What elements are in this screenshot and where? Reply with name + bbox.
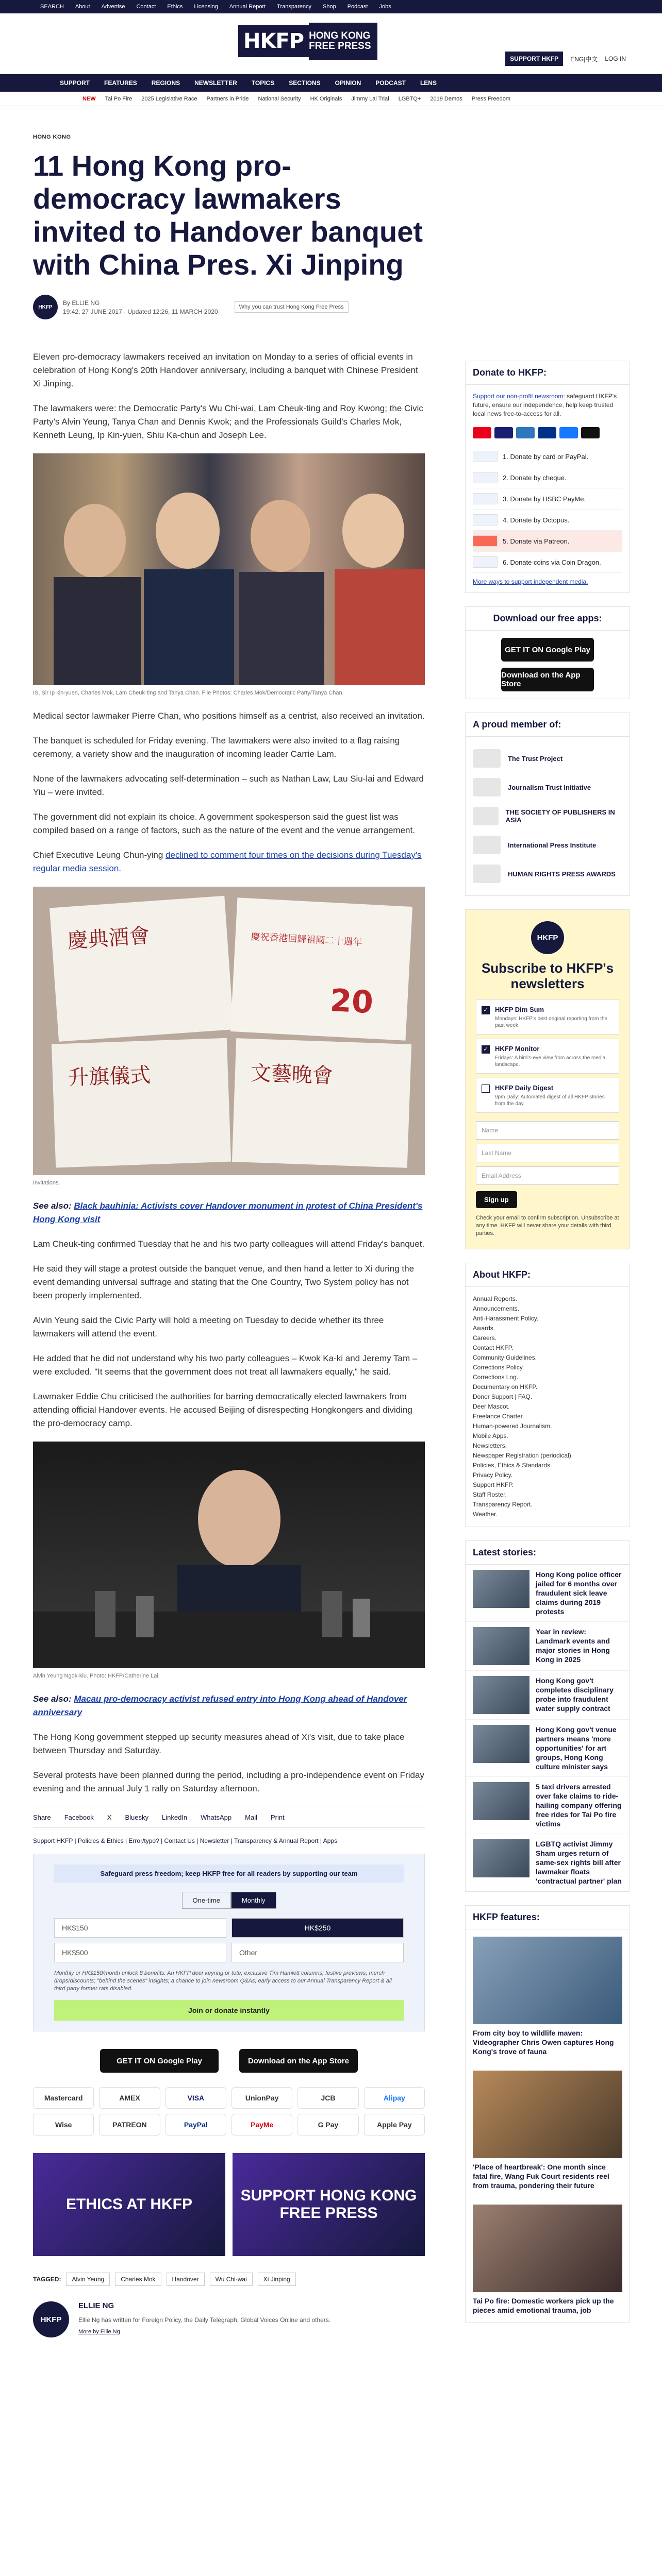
about-deer-mascot[interactable]: Deer Mascot. [473, 1403, 510, 1410]
more-ways-link[interactable]: More ways to support independent media. [473, 578, 588, 585]
about-mobile-apps[interactable]: Mobile Apps. [473, 1432, 508, 1439]
nav-support[interactable]: SUPPORT [60, 79, 90, 87]
payment-methods [33, 2087, 425, 2136]
paragraph-7: Chief Executive Leung Chun-ying declined to comment four times on the decisions during Tuesday's regular media session. [33, 850, 422, 873]
top-link-podcast[interactable]: Podcast [347, 4, 368, 10]
coin-dragon-icon [473, 556, 498, 568]
paragraph-14: Several protests have been planned during the period, including a pro-independence event on Friday evening and the annual July 1 rally on Saturday afternoon. [33, 1770, 424, 1793]
alvin-yeung-art [33, 1442, 425, 1668]
trending-jimmy-lai[interactable]: Jimmy Lai Trial [351, 95, 389, 102]
pay-applepay[interactable]: Apple Pay [364, 2114, 425, 2136]
support-promo[interactable]: SUPPORT HONG KONG FREE PRESS [233, 2153, 425, 2256]
latest-story[interactable]: Hong Kong gov't completes disciplinary probe into fraudulent water supply contract [466, 1671, 630, 1720]
trust-project-logo [473, 749, 501, 768]
first-name-input[interactable]: Name [476, 1121, 619, 1140]
feature-story[interactable]: From city boy to wildlife maven: Videographer Chris Owen captures Hong Kong's trove of fauna [466, 1929, 630, 2063]
tag-xi-jinping[interactable]: Xi Jinping [258, 2273, 296, 2286]
see-also-link-2[interactable]: Macau pro-democracy activist refused entry into Hong Kong ahead of Handover anniversary [33, 1694, 407, 1717]
pay-alipay[interactable]: Alipay [364, 2087, 425, 2109]
article-category[interactable]: HONG KONG [33, 134, 71, 140]
donation-widget [33, 1854, 425, 2031]
see-also-2: See also: Macau pro-democracy activist refused entry into Hong Kong ahead of Handover anniversary [33, 1694, 407, 1717]
about-corrections-log[interactable]: Corrections Log. [473, 1374, 519, 1381]
article-title: 11 Hong Kong pro-democracy lawmakers invited to Handover banquet with China Pres. Xi Jinping [33, 149, 423, 281]
donation-strip[interactable]: Safeguard press freedom; keep HKFP free for all readers by supporting our team [54, 1865, 404, 1883]
photo-caption-2: Invitations. [33, 1180, 60, 1186]
sidebar-app-store[interactable]: Download on the App Store [501, 668, 594, 691]
top-link-advertise[interactable]: Advertise [101, 4, 125, 10]
nav-topics[interactable]: TOPICS [251, 79, 275, 87]
member-hrpa[interactable]: HUMAN RIGHTS PRESS AWARDS [473, 859, 622, 888]
about-careers[interactable]: Careers. [473, 1334, 497, 1342]
about-registration[interactable]: Newspaper Registration (periodical). [473, 1452, 573, 1459]
latest-thumb [473, 1627, 529, 1665]
donation-note: Monthly or HK$150/month unlock 8 benefits: An HKFP deer keyring or tote; exclusive Tim Hamlett columns; festive previews; merch drops/discounts; "behind the scenes" insights; a chance to join newsroom Q&As; early access to our Annual Transparency Report & all third party former rats disabled. [54, 1970, 392, 1992]
feature-story[interactable]: 'Place of heartbreak': One month since fatal fire, Wang Fuk Court residents reel from trauma, pondering their future [466, 2063, 630, 2197]
author-box-name[interactable]: ELLIE NG [78, 2301, 114, 2310]
trending-national-security[interactable]: National Security [258, 95, 301, 102]
octopus-icon [473, 514, 498, 526]
newsletter-dim-sum[interactable]: ✓ HKFP Dim Sum Mondays: HKFP's best original reporting from the past week. [476, 999, 619, 1035]
more-by-author-link[interactable]: More by Ellie Ng [78, 2329, 120, 2335]
paragraph-2: The lawmakers were: the Democratic Party's Wu Chi-wai, Lam Cheuk-ting and Roy Kwong; the Civic Party's Alvin Yeung, Tanya Chan and Dennis Kwok; and the Professionals Guild's Charles Mok, Kenneth Leung, Ip Kin-yuen, Shiu Ka-chun and Joseph Lee. [33, 403, 423, 440]
tagged-label: TAGGED: [33, 2276, 61, 2283]
author-box-avatar[interactable]: HKFP [33, 2301, 69, 2337]
main-nav [0, 74, 662, 92]
applepay-icon [581, 427, 600, 438]
cheque-icon [473, 472, 498, 483]
article-footer-links[interactable]: Support HKFP | Policies & Ethics | Error/typo? | Contact Us | Newsletter | Transparency & Annual Report | Apps [33, 1837, 338, 1844]
share-mail[interactable]: Mail [245, 1814, 257, 1821]
nav-features[interactable]: FEATURES [104, 79, 137, 87]
about-annual-reports[interactable]: Annual Reports. [473, 1295, 518, 1302]
top-link-annual-report[interactable]: Annual Report [229, 4, 266, 10]
about-staff[interactable]: Staff Roster. [473, 1491, 507, 1498]
share-print[interactable]: Print [270, 1814, 285, 1821]
member-box [465, 713, 630, 896]
about-title: About HKFP: [466, 1263, 630, 1287]
pay-paypal[interactable]: PayPal [166, 2114, 226, 2136]
share-label: Share [33, 1814, 51, 1821]
donate-title: Donate to HKFP: [466, 361, 630, 385]
paragraph-12: Lawmaker Eddie Chu criticised the authorities for barring democratically elected lawmakers from attending official Handover events. He accused Beijing of disrespecting Hongkongers and dividing the pro-democracy camp. [33, 1392, 412, 1428]
sidebar-google-play[interactable]: GET IT ON Google Play [501, 638, 594, 662]
patreon-icon [473, 535, 498, 547]
about-human-powered[interactable]: Human-powered Journalism. [473, 1422, 552, 1430]
latest-title: Latest stories: [466, 1541, 630, 1565]
see-also-1: See also: Black bauhinia: Activists cover Handover monument in protest of China President's Hong Kong visit [33, 1201, 423, 1224]
trust-button[interactable]: Why you can trust Hong Kong Free Press [235, 301, 349, 313]
join-donate-button[interactable]: Join or donate instantly [54, 2000, 404, 2021]
site-header [0, 13, 662, 74]
feature-story[interactable]: Tai Po fire: Domestic workers pick up the pieces amid emotional trauma, job [466, 2197, 630, 2322]
donate-option-payme[interactable]: 3. Donate by HSBC PayMe. [473, 488, 622, 510]
tag-wu-chi-wai[interactable]: Wu Chi-wai [210, 2273, 253, 2286]
top-link-ethics[interactable]: Ethics [167, 4, 183, 10]
alipay-icon [559, 427, 578, 438]
checkbox-daily-digest[interactable] [482, 1084, 490, 1093]
donate-option-octopus[interactable]: 4. Donate by Octopus. [473, 510, 622, 531]
top-link-licensing[interactable]: Licensing [194, 4, 218, 10]
author-avatar[interactable]: HKFP [33, 295, 58, 319]
paypal-icon [538, 427, 556, 438]
member-trust-project[interactable]: The Trust Project [473, 744, 622, 773]
invitation-flag: 升旗儀式 [68, 1063, 151, 1090]
language-switch[interactable]: ENG|中文 [570, 55, 598, 63]
pay-jcb[interactable]: JCB [297, 2087, 358, 2109]
about-corrections-policy[interactable]: Corrections Policy. [473, 1364, 524, 1371]
nav-regions[interactable]: REGIONS [151, 79, 180, 87]
paragraph-10: Alvin Yeung said the Civic Party will hold a meeting on Tuesday to decide whether its three lawmakers will attend the event. [33, 1315, 384, 1338]
about-anti-harassment[interactable]: Anti-Harassment Policy. [473, 1315, 539, 1322]
author-box [33, 2301, 425, 2337]
latest-story[interactable]: LGBTQ activist Jimmy Sham urges return of same-sex rights bill after lawmaker floats 'contractual partner' plan [466, 1834, 630, 1891]
sign-up-button[interactable]: Sign up [476, 1191, 517, 1208]
login-link[interactable]: LOG IN [605, 55, 626, 62]
apps-title: Download our free apps: [466, 607, 630, 631]
invitations-art [33, 887, 425, 1175]
member-title: A proud member of: [466, 713, 630, 737]
checkbox-monitor[interactable]: ✓ [482, 1045, 490, 1054]
newsletter-title: Subscribe to HKFP's newsletters [481, 960, 614, 991]
share-x[interactable]: X [107, 1814, 112, 1821]
byline [33, 295, 425, 319]
paragraph-1: Eleven pro-democracy lawmakers received an invitation on Monday to a series of official events in celebration of Hong Kong's 20th Handover anniversary, including a banquet with Chinese President Xi Jinping. [33, 352, 418, 388]
invitation-title: 慶典酒會 [67, 924, 151, 954]
author-bio: Ellie Ng has written for Foreign Policy, the Daily Telegraph, Global Voices Online and others. [78, 2316, 331, 2324]
share-facebook[interactable]: Facebook [64, 1814, 94, 1821]
invitation-20: 20 [329, 982, 374, 1021]
latest-story[interactable]: Hong Kong gov't venue partners means 'more opportunities' for art groups, Hong Kong culture minister says [466, 1720, 630, 1777]
tag-handover[interactable]: Handover [167, 2273, 205, 2286]
nav-opinion[interactable]: OPINION [335, 79, 361, 87]
latest-thumb [473, 1676, 529, 1714]
top-utility-bar [0, 0, 662, 13]
article [33, 134, 425, 2337]
card-icon [473, 451, 498, 462]
leung-declined-link[interactable]: declined to comment four times on the decisions during Tuesday's regular media session. [33, 850, 422, 873]
amount-500[interactable]: HK$500 [54, 1943, 226, 1962]
about-donor-faq[interactable]: Donor Support | FAQ. [473, 1393, 533, 1400]
member-jti[interactable]: Journalism Trust Initiative [473, 773, 622, 802]
paragraph-6: The government did not explain its choice. A government spokesperson said the guest list was compiled based on a range of factors, such as the nature of the event and the venue arrangement. [33, 812, 415, 835]
share-whatsapp[interactable]: WhatsApp [201, 1814, 232, 1821]
support-newsroom-link[interactable]: Support our non-profit newsroom: [473, 393, 565, 400]
newsletter-box [465, 909, 630, 1249]
invitation-show: 文藝晚會 [250, 1061, 334, 1088]
newsletter-logo: HKFP [531, 921, 564, 954]
invitations-photo [33, 887, 425, 1175]
pay-unionpay[interactable]: UnionPay [231, 2087, 292, 2109]
latest-story[interactable]: 5 taxi drivers arrested over fake claims to ride-hailing company offering free rides for Tai Po fire victims [466, 1777, 630, 1834]
see-also-link-1[interactable]: Black bauhinia: Activists cover Handover monument in protest of China President's Hong Kong visit [33, 1201, 423, 1224]
trending-legislative[interactable]: 2025 Legislative Race [141, 95, 197, 102]
latest-story[interactable]: Hong Kong police officer jailed for 6 months over fraudulent sick leave claims during 2019 protests [466, 1565, 630, 1622]
email-input[interactable]: Email Address [476, 1166, 619, 1185]
pay-patreon[interactable]: PATREON [99, 2114, 160, 2136]
top-link-search[interactable]: SEARCH [40, 4, 64, 10]
pay-payme[interactable]: PayMe [231, 2114, 292, 2136]
trending-bar [0, 92, 662, 106]
trending-pride[interactable]: Partners in Pride [206, 95, 249, 102]
share-linkedin[interactable]: LinkedIn [162, 1814, 188, 1821]
lawmakers-photo [33, 453, 425, 685]
top-link-shop[interactable]: Shop [323, 4, 336, 10]
paragraph-9: He said they will stage a protest outside the banquet venue, and then hand a letter to Xi during the event demanding universal suffrage and stating that the One Country, Two System policy has not been properly implemented. [33, 1264, 415, 1300]
nav-sections[interactable]: SECTIONS [289, 79, 321, 87]
tag-list [33, 2273, 425, 2286]
about-support[interactable]: Support HKFP. [473, 1481, 514, 1488]
visa-icon [494, 427, 513, 438]
hkfp-logo[interactable]: HKFP HONG KONG FREE PRESS [238, 23, 377, 60]
payme-icon [473, 493, 498, 504]
top-link-contact[interactable]: Contact [136, 4, 156, 10]
feature-thumb [473, 2205, 622, 2292]
payment-icons-row [473, 423, 622, 442]
pay-wise[interactable]: Wise [33, 2114, 94, 2136]
last-name-input[interactable]: Last Name [476, 1144, 619, 1162]
invitation-heading: 慶祝香港回歸祖國二十週年 [251, 931, 362, 948]
paragraph-11: He added that he did not understand why his two party colleagues – Kwok Ka-ki and Jeremy Tam – were excluded. "It seems that the government does not treat all lawmakers equally," he said. [33, 1353, 418, 1377]
nav-lens[interactable]: LENS [420, 79, 437, 87]
amex-icon [516, 427, 535, 438]
about-documentary[interactable]: Documentary on HKFP. [473, 1383, 538, 1391]
support-hkfp-button[interactable]: SUPPORT HKFP [505, 52, 563, 66]
sidebar [465, 361, 630, 2336]
member-ipi[interactable]: International Press Institute [473, 831, 622, 859]
about-newsletters[interactable]: Newsletters. [473, 1442, 507, 1449]
about-box [465, 1263, 630, 1527]
latest-thumb [473, 1570, 529, 1608]
alvin-yeung-photo [33, 1442, 425, 1668]
ipi-logo [473, 836, 501, 854]
photo-caption-3: Alvin Yeung Ngok-kiu. Photo: HKFP/Catherine Lai. [33, 1673, 160, 1679]
tab-one-time[interactable]: One-time [182, 1892, 231, 1909]
donate-option-coins[interactable]: 6. Donate coins via Coin Dragon. [473, 552, 622, 573]
about-community[interactable]: Community Guidelines. [473, 1354, 537, 1361]
new-label: NEW [82, 95, 96, 102]
trending-lgbtq[interactable]: LGBTQ+ [398, 95, 421, 102]
pay-mastercard[interactable]: Mastercard [33, 2087, 94, 2109]
latest-thumb [473, 1782, 529, 1820]
pay-visa[interactable]: VISA [166, 2087, 226, 2109]
lawmakers-photo-art [33, 453, 425, 685]
donate-box: Donate to HKFP: Support our non-profit newsroom: safeguard HKFP's future, ensure our independence, help keep trusted local news free-to-access for all. 1. Donate by card or PayPal. 2. Donate by cheque. 3. Donate by HSBC PayMe. 4. Donate by Octopus. 5. Donate via Patreon. 6. Donate coins via Coin Dragon. More ways to support independent media. [465, 361, 630, 593]
top-link-about[interactable]: About [75, 4, 90, 10]
donate-option-patreon[interactable]: 5. Donate via Patreon. [473, 531, 622, 552]
top-link-jobs[interactable]: Jobs [379, 4, 391, 10]
logo-line-1: HONG KONG [309, 30, 371, 41]
newsletter-note: Check your email to confirm subscription. Unsubscribe at any time. HKFP will never share your details with third parties. [476, 1215, 619, 1236]
member-sopa[interactable]: THE SOCIETY OF PUBLISHERS IN ASIA [473, 802, 622, 831]
app-store-badge[interactable]: Download on the App Store [239, 2049, 358, 2073]
newsletter-daily-digest[interactable]: HKFP Daily Digest 9pm Daily: Automated digest of all HKFP stories from the day. [476, 1078, 619, 1113]
tag-charles-mok[interactable]: Charles Mok [115, 2273, 161, 2286]
feature-thumb [473, 1937, 622, 2024]
paragraph-8: Lam Cheuk-ting confirmed Tuesday that he and his two party colleagues will attend Friday's banquet. [33, 1239, 425, 1249]
latest-thumb [473, 1725, 529, 1763]
trending-hk-originals[interactable]: HK Originals [310, 95, 342, 102]
apps-box [465, 606, 630, 699]
author-name[interactable]: By ELLIE NG [63, 299, 100, 307]
nav-newsletter[interactable]: NEWSLETTER [194, 79, 237, 87]
jti-logo [473, 778, 501, 796]
mastercard-icon [473, 427, 491, 438]
features-title: HKFP features: [466, 1906, 630, 1929]
tab-monthly[interactable]: Monthly [231, 1892, 276, 1909]
about-freelance[interactable]: Freelance Charter. [473, 1413, 524, 1420]
trending-tai-po-fire[interactable]: Tai Po Fire [105, 95, 133, 102]
share-bluesky[interactable]: Bluesky [125, 1814, 148, 1821]
paragraph-13: The Hong Kong government stepped up security measures ahead of Xi's visit, due to take place between Thursday and Saturday. [33, 1732, 405, 1755]
nav-podcast[interactable]: PODCAST [375, 79, 406, 87]
about-privacy[interactable]: Privacy Policy. [473, 1471, 513, 1479]
pay-gpay[interactable]: G Pay [297, 2114, 358, 2136]
features-box [465, 1905, 630, 2323]
tag-alvin-yeung[interactable]: Alvin Yeung [66, 2273, 110, 2286]
paragraph-5: None of the lawmakers advocating self-determination – such as Nathan Law, Lau Siu-lai and Edward Yiu – were invited. [33, 774, 424, 797]
feature-thumb [473, 2071, 622, 2158]
trending-2019-demos[interactable]: 2019 Demos [430, 95, 462, 102]
logo-line-2: FREE PRESS [309, 41, 371, 52]
about-contact[interactable]: Contact HKFP. [473, 1344, 514, 1351]
checkbox-dim-sum[interactable]: ✓ [482, 1006, 490, 1014]
about-weather[interactable]: Weather. [473, 1511, 498, 1518]
ethics-promo[interactable]: ETHICS AT HKFP [33, 2153, 225, 2256]
about-announcements[interactable]: Announcements. [473, 1305, 520, 1312]
latest-thumb [473, 1839, 529, 1877]
about-awards[interactable]: Awards. [473, 1325, 495, 1332]
paragraph-4: The banquet is scheduled for Friday evening. The lawmakers were also invited to a flag raising ceremony, a variety show and the inauguration of incoming leader Carrie Lam. [33, 736, 400, 759]
article-dates: 19:42, 27 JUNE 2017 · Updated 12:26, 11 MARCH 2020 [63, 308, 218, 315]
share-bar [33, 1807, 425, 1828]
donate-option-card[interactable]: 1. Donate by card or PayPal. [473, 446, 622, 467]
top-link-transparency[interactable]: Transparency [277, 4, 311, 10]
google-play-badge[interactable]: GET IT ON Google Play [100, 2049, 219, 2073]
pay-amex[interactable]: AMEX [99, 2087, 160, 2109]
trending-press-freedom[interactable]: Press Freedom [471, 95, 510, 102]
about-transparency[interactable]: Transparency Report. [473, 1501, 533, 1508]
about-policies[interactable]: Policies, Ethics & Standards. [473, 1462, 552, 1469]
latest-stories-box [465, 1540, 630, 1892]
amount-other[interactable]: Other [231, 1943, 404, 1962]
hrpa-logo [473, 865, 501, 883]
sopa-logo [473, 807, 499, 825]
newsletter-monitor[interactable]: ✓ HKFP Monitor Fridays: A bird's-eye view from across the media landscape. [476, 1039, 619, 1074]
latest-story[interactable]: Year in review: Landmark events and major stories in Hong Kong in 2025 [466, 1622, 630, 1671]
amount-150[interactable]: HK$150 [54, 1918, 226, 1938]
donate-option-cheque[interactable]: 2. Donate by cheque. [473, 467, 622, 488]
paragraph-3: Medical sector lawmaker Pierre Chan, who positions himself as a centrist, also received an invitation. [33, 711, 425, 721]
photo-caption-1: IS, Sir Ip kin-yuen, Charles Mok, Lam Cheuk-ting and Tanya Chan. File Photos: Charles Mok/Democratic Party/Tanya Chan. [33, 690, 344, 696]
amount-250[interactable]: HK$250 [231, 1918, 404, 1938]
